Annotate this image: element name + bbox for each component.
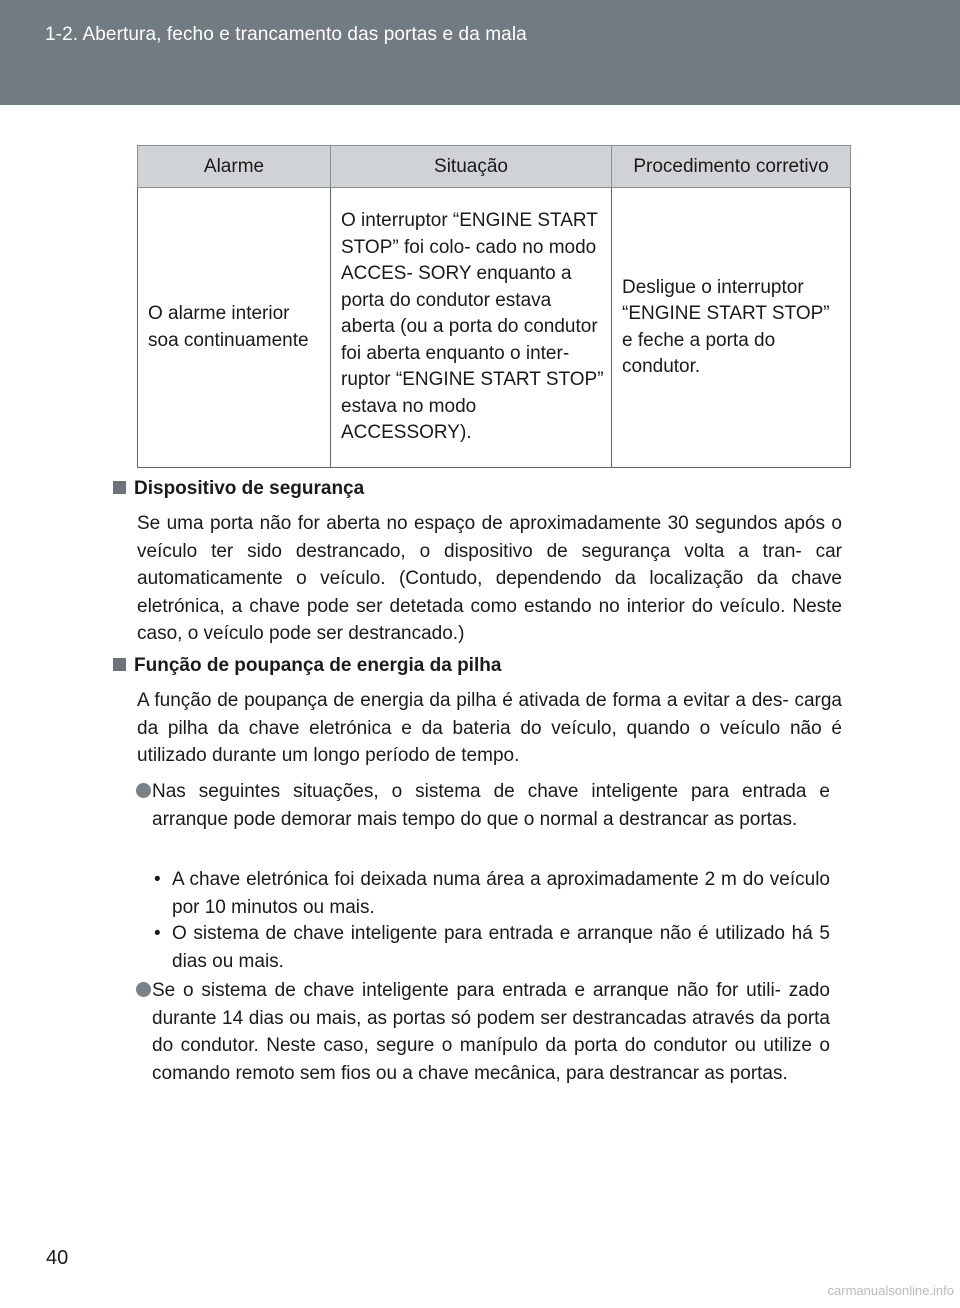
list-item bbox=[152, 920, 830, 975]
dot-bullet-icon: • bbox=[154, 869, 161, 890]
page-number: 40 bbox=[46, 1247, 69, 1269]
column-header-procedure: Procedimento corretivo bbox=[612, 146, 851, 188]
square-bullet-icon bbox=[113, 481, 126, 494]
chapter-title: 1-2. Abertura, fecho e trancamento das portas e da mala bbox=[45, 24, 527, 45]
dot-bullet-icon: • bbox=[154, 923, 161, 944]
column-header-situation: Situação bbox=[331, 146, 612, 188]
list-item-text: O sistema de chave inteligente para entrada e arranque não é utilizado há 5 dias ou mais. bbox=[172, 923, 830, 972]
section-paragraph-security: Se uma porta não for aberta no espaço de aproximadamente 30 segundos após o veículo ter sido destrancado, o dispositivo de segurança volta a tran- car automaticamente o veículo. (Contudo, dependendo da localização da chave eletrónica, a chave pode ser detetada como estando no interior do veículo. Neste caso, o veículo pode ser destrancado.) bbox=[137, 513, 842, 644]
page-header bbox=[0, 0, 960, 105]
table-row bbox=[138, 188, 851, 468]
column-header-alarm: Alarme bbox=[138, 146, 331, 188]
watermark: carmanualsonline.info bbox=[827, 1283, 954, 1298]
section-title: Dispositivo de segurança bbox=[134, 478, 365, 499]
cell-alarm: O alarme interior soa continuamente bbox=[138, 188, 331, 468]
cell-situation: O interruptor “ENGINE START STOP” foi colo- cado no modo ACCES- SORY enquanto a porta do condutor estava aberta (ou a porta do condutor foi aberta enquanto o inter- ruptor “ENGINE START STOP” estava no modo ACCESSORY). bbox=[331, 188, 612, 468]
bullet-text: Nas seguintes situações, o sistema de chave inteligente para entrada e arranque pode demorar mais tempo do que o normal a destrancar as portas. bbox=[152, 781, 830, 830]
list-item-text: A chave eletrónica foi deixada numa área a aproximadamente 2 m do veículo por 10 minutos ou mais. bbox=[172, 869, 830, 918]
table-header-row bbox=[138, 146, 851, 188]
list-item bbox=[152, 866, 830, 921]
section-paragraph-battery: A função de poupança de energia da pilha é ativada de forma a evitar a des- carga da pilha da chave eletrónica e da bateria do veículo, quando o veículo não é utilizado durante um longo período de tempo. bbox=[137, 690, 842, 766]
alarm-table bbox=[137, 145, 851, 468]
section-heading-security bbox=[113, 478, 364, 500]
section-title: Função de poupança de energia da pilha bbox=[134, 655, 502, 676]
square-bullet-icon bbox=[113, 658, 126, 671]
section-heading-battery bbox=[113, 655, 501, 677]
cell-procedure: Desligue o interruptor “ENGINE START STOP” e feche a porta do condutor. bbox=[612, 188, 851, 468]
bullet-text: Se o sistema de chave inteligente para entrada e arranque não for utili- zado durante 14 dias ou mais, as portas só podem ser destrancadas através da porta do condutor. Neste caso, segure o manípulo da porta do condutor ou utilize o comando remoto sem fios ou a chave mecânica, para destrancar as portas. bbox=[152, 980, 830, 1084]
